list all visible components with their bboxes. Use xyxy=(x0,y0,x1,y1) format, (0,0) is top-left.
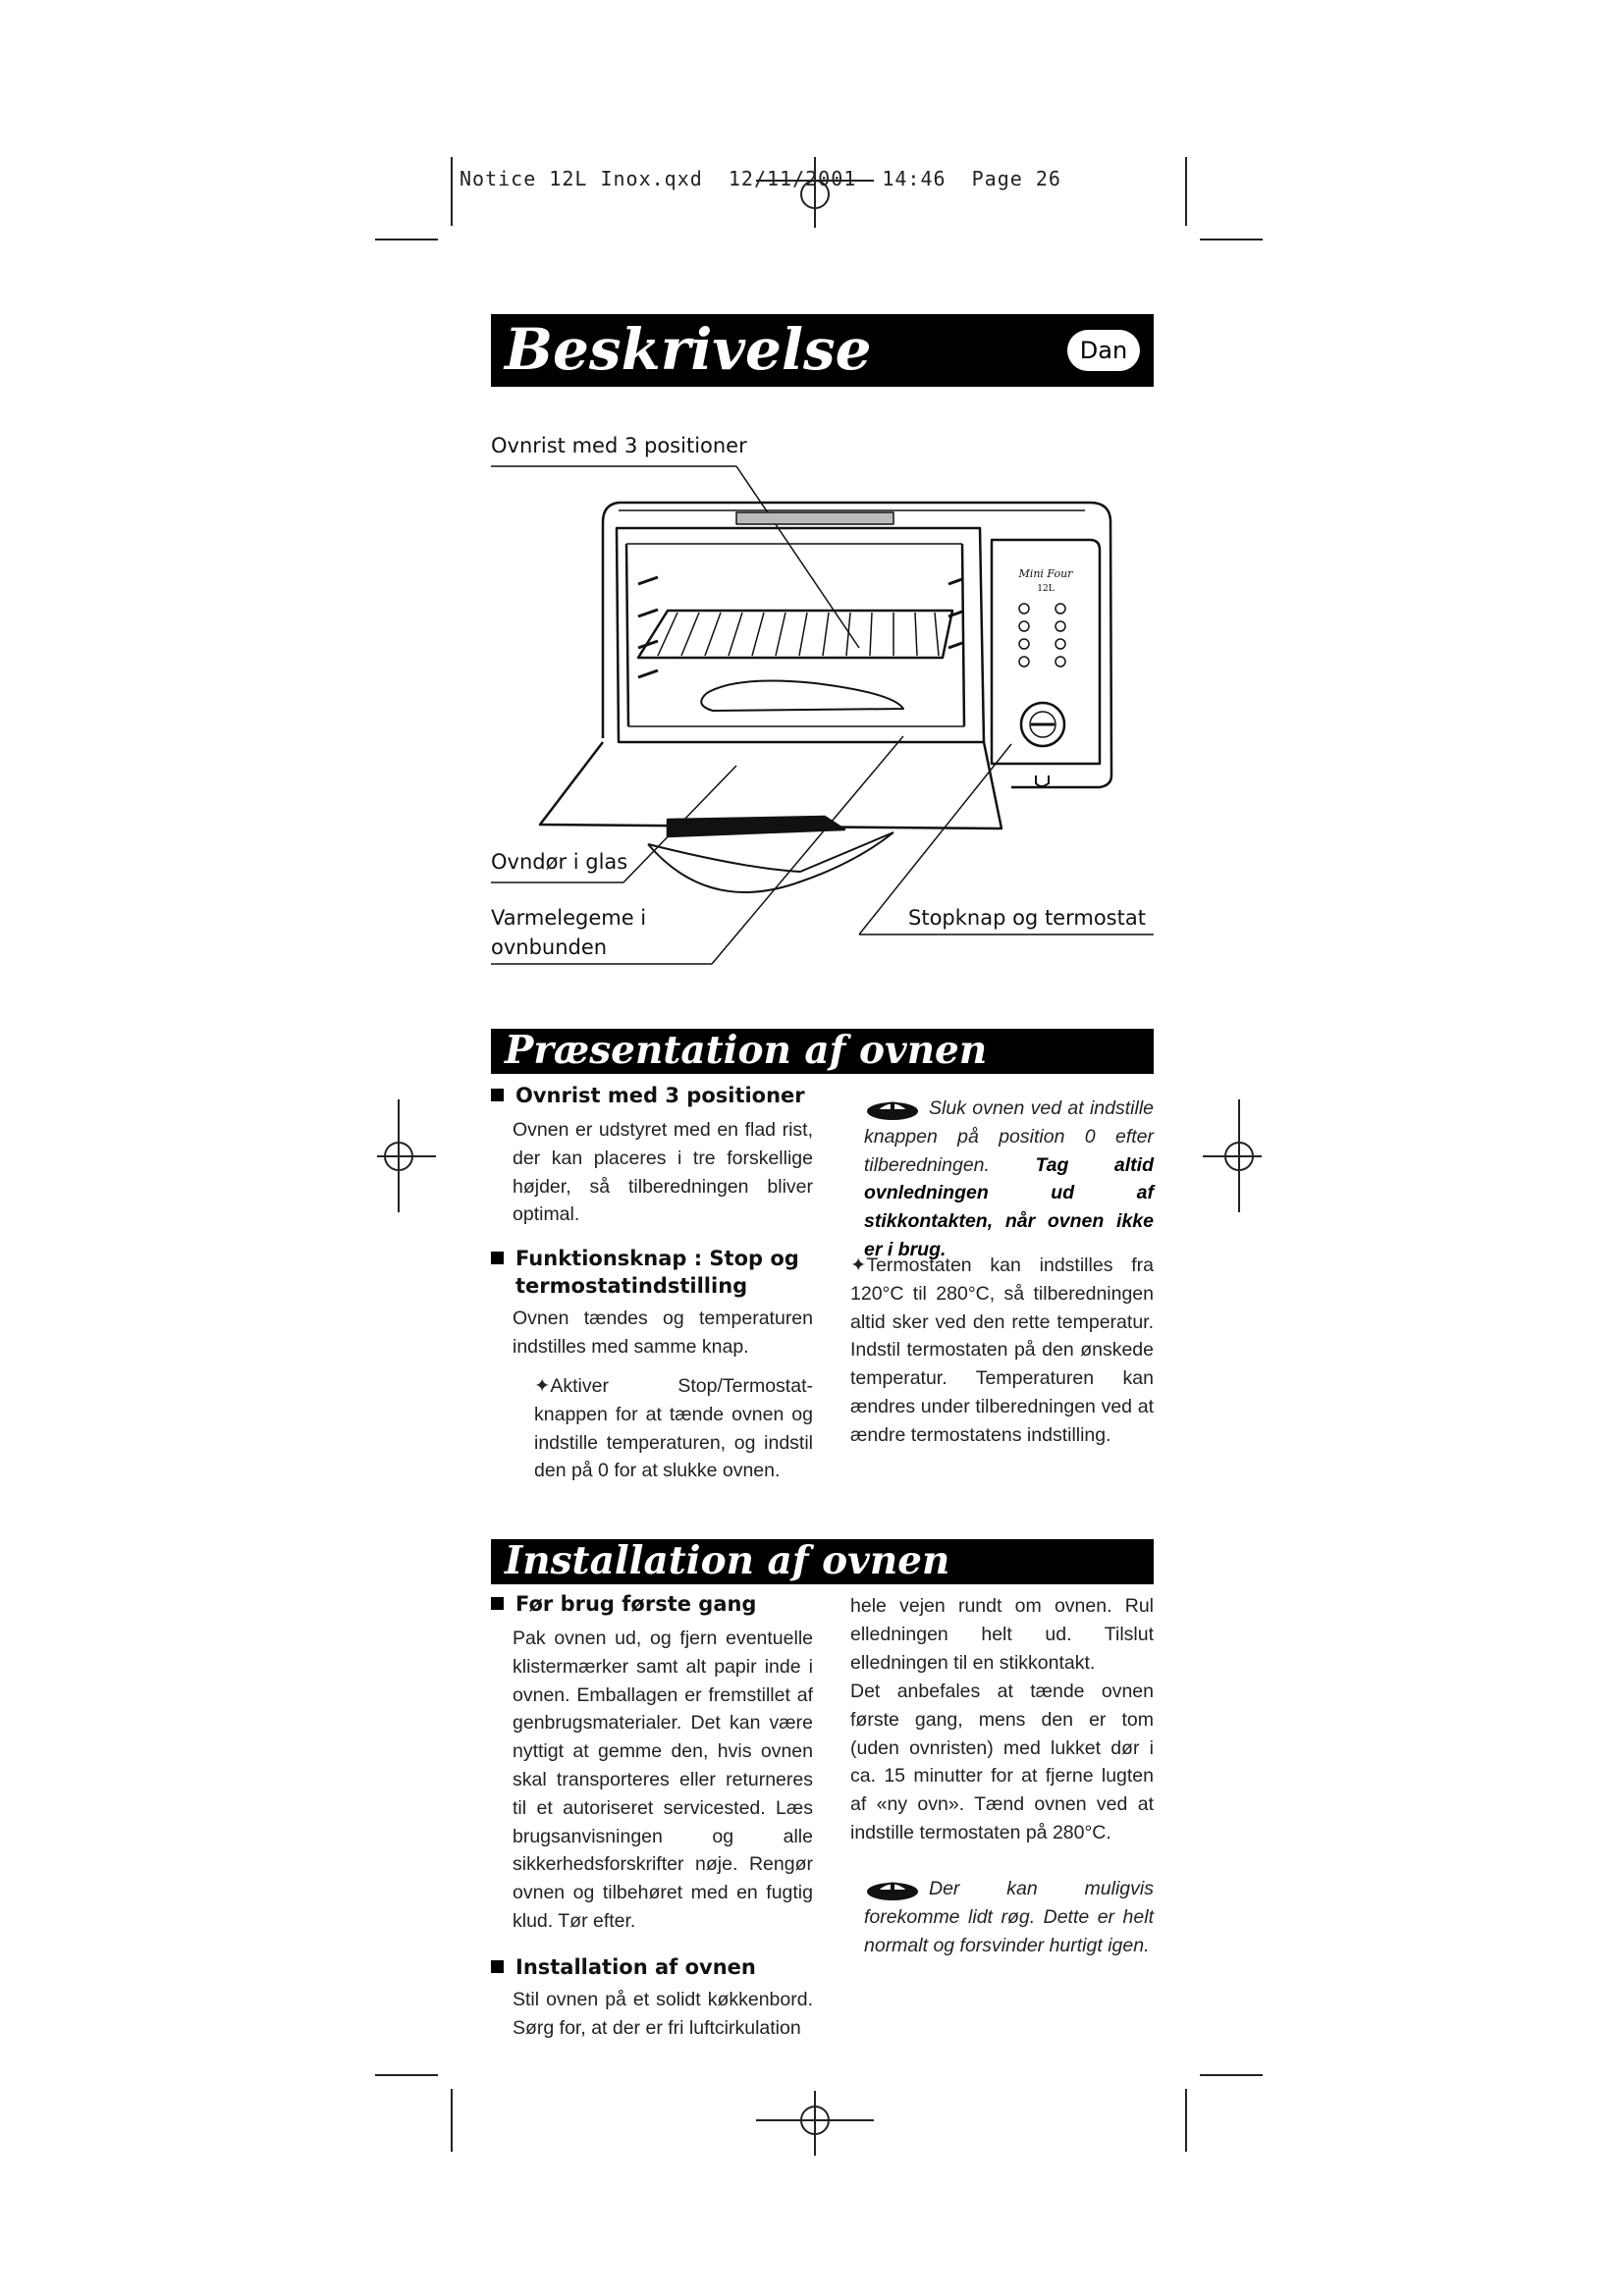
label-heater-line2: ovnbunden xyxy=(491,935,608,959)
language-badge: Dan xyxy=(1067,330,1140,371)
bullet-square-icon xyxy=(491,1960,504,1973)
section-title: Beskrivelse xyxy=(505,316,872,383)
section-banner-beskrivelse xyxy=(491,314,1154,387)
section-banner-installation xyxy=(491,1539,1154,1584)
warning-icon xyxy=(864,1096,921,1122)
heading-function-knob: Funktionsknap : Stop og termostatindstilling xyxy=(491,1245,825,1300)
section-title: Installation af ovnen xyxy=(505,1538,950,1583)
paragraph: ✦Aktiver Stop/Termostat-knappen for at tænde ovnen og indstille temperaturen, og indstil den på 0 for at slukke ovnen. xyxy=(534,1375,813,1482)
paragraph: hele vejen rundt om ovnen. Rul elledningen helt ud. Tilslut elledningen til en stikkontakt. xyxy=(850,1595,1154,1674)
heading-first-use: Før brug første gang xyxy=(491,1590,825,1618)
warning-icon xyxy=(864,1877,921,1902)
heading-installation: Installation af ovnen xyxy=(491,1953,825,1981)
file-slug: Notice 12L Inox.qxd 12/11/2001 14:46 Page 26 xyxy=(460,167,1061,190)
label-oven-door: Ovndør i glas xyxy=(491,850,628,874)
paragraph: ✦Termostaten kan indstilles fra 120°C til 280°C, så tilberedningen altid sker ved den rette temperatur. Indstil termostaten på den ønskede temperatur. Temperaturen kan ændres under tilberedningen ved at ændre termostatens indstilling. xyxy=(850,1255,1154,1446)
paragraph: Ovnen tændes og temperaturen indstilles med samme knap. xyxy=(513,1308,813,1358)
label-stop-knob: Stopknap og termostat xyxy=(908,906,1146,930)
label-oven-rack: Ovnrist med 3 positioner xyxy=(491,434,747,457)
paragraph: Pak ovnen ud, og fjern eventuelle klistermærker samt alt papir inde i ovnen. Emballagen er fremstillet af genbrugsmaterialer. Det kan være nyttigt at gemme den, hvis ovnen skal transporteres eller returneres til et autoriseret servicested. Læs brugsanvisningen og alle sikkerhedsforskrifter nøje. Rengør ovnen og tilbehøret med en fugtig klud. Tør efter. xyxy=(513,1628,813,1932)
bullet-square-icon xyxy=(491,1597,504,1610)
bullet-square-icon xyxy=(491,1252,504,1264)
heading-oven-rack: Ovnrist med 3 positioner xyxy=(491,1082,825,1109)
paragraph: Stil ovnen på et solidt køkkenbord. Sørg for, at der er fri luftcirkulation xyxy=(513,1989,813,2039)
paragraph: Ovnen er udstyret med en flad rist, der kan placeres i tre forskellige højder, så tilberedningen bliver optimal. xyxy=(513,1119,813,1226)
brand-text: Mini Four xyxy=(1018,567,1073,580)
paragraph: Det anbefales at tænde ovnen første gang, mens den er tom (uden ovnristen) med lukket dør i ca. 15 minutter for at fjerne lugten af «ny ovn». Tænd ovnen ved at indstille termostaten på 280°C. xyxy=(850,1681,1154,1843)
warning-note: Sluk ovnen ved at indstille knappen på position 0 efter tilberedningen. Tag altid ovnledningen ud af stikkontakten, når ovnen ikke er i brug. xyxy=(864,1097,1154,1260)
label-heater-line1: Varmelegeme i xyxy=(491,906,647,930)
section-banner-praesentation xyxy=(491,1029,1154,1074)
section-title: Præsentation af ovnen xyxy=(505,1028,988,1073)
bullet-square-icon xyxy=(491,1089,504,1101)
oven-illustration xyxy=(481,452,1168,972)
warning-note: Der kan muligvis forekomme lidt røg. Dette er helt normalt og forsvinder hurtigt igen. xyxy=(864,1878,1154,1956)
model-text: 12L xyxy=(1037,584,1055,594)
